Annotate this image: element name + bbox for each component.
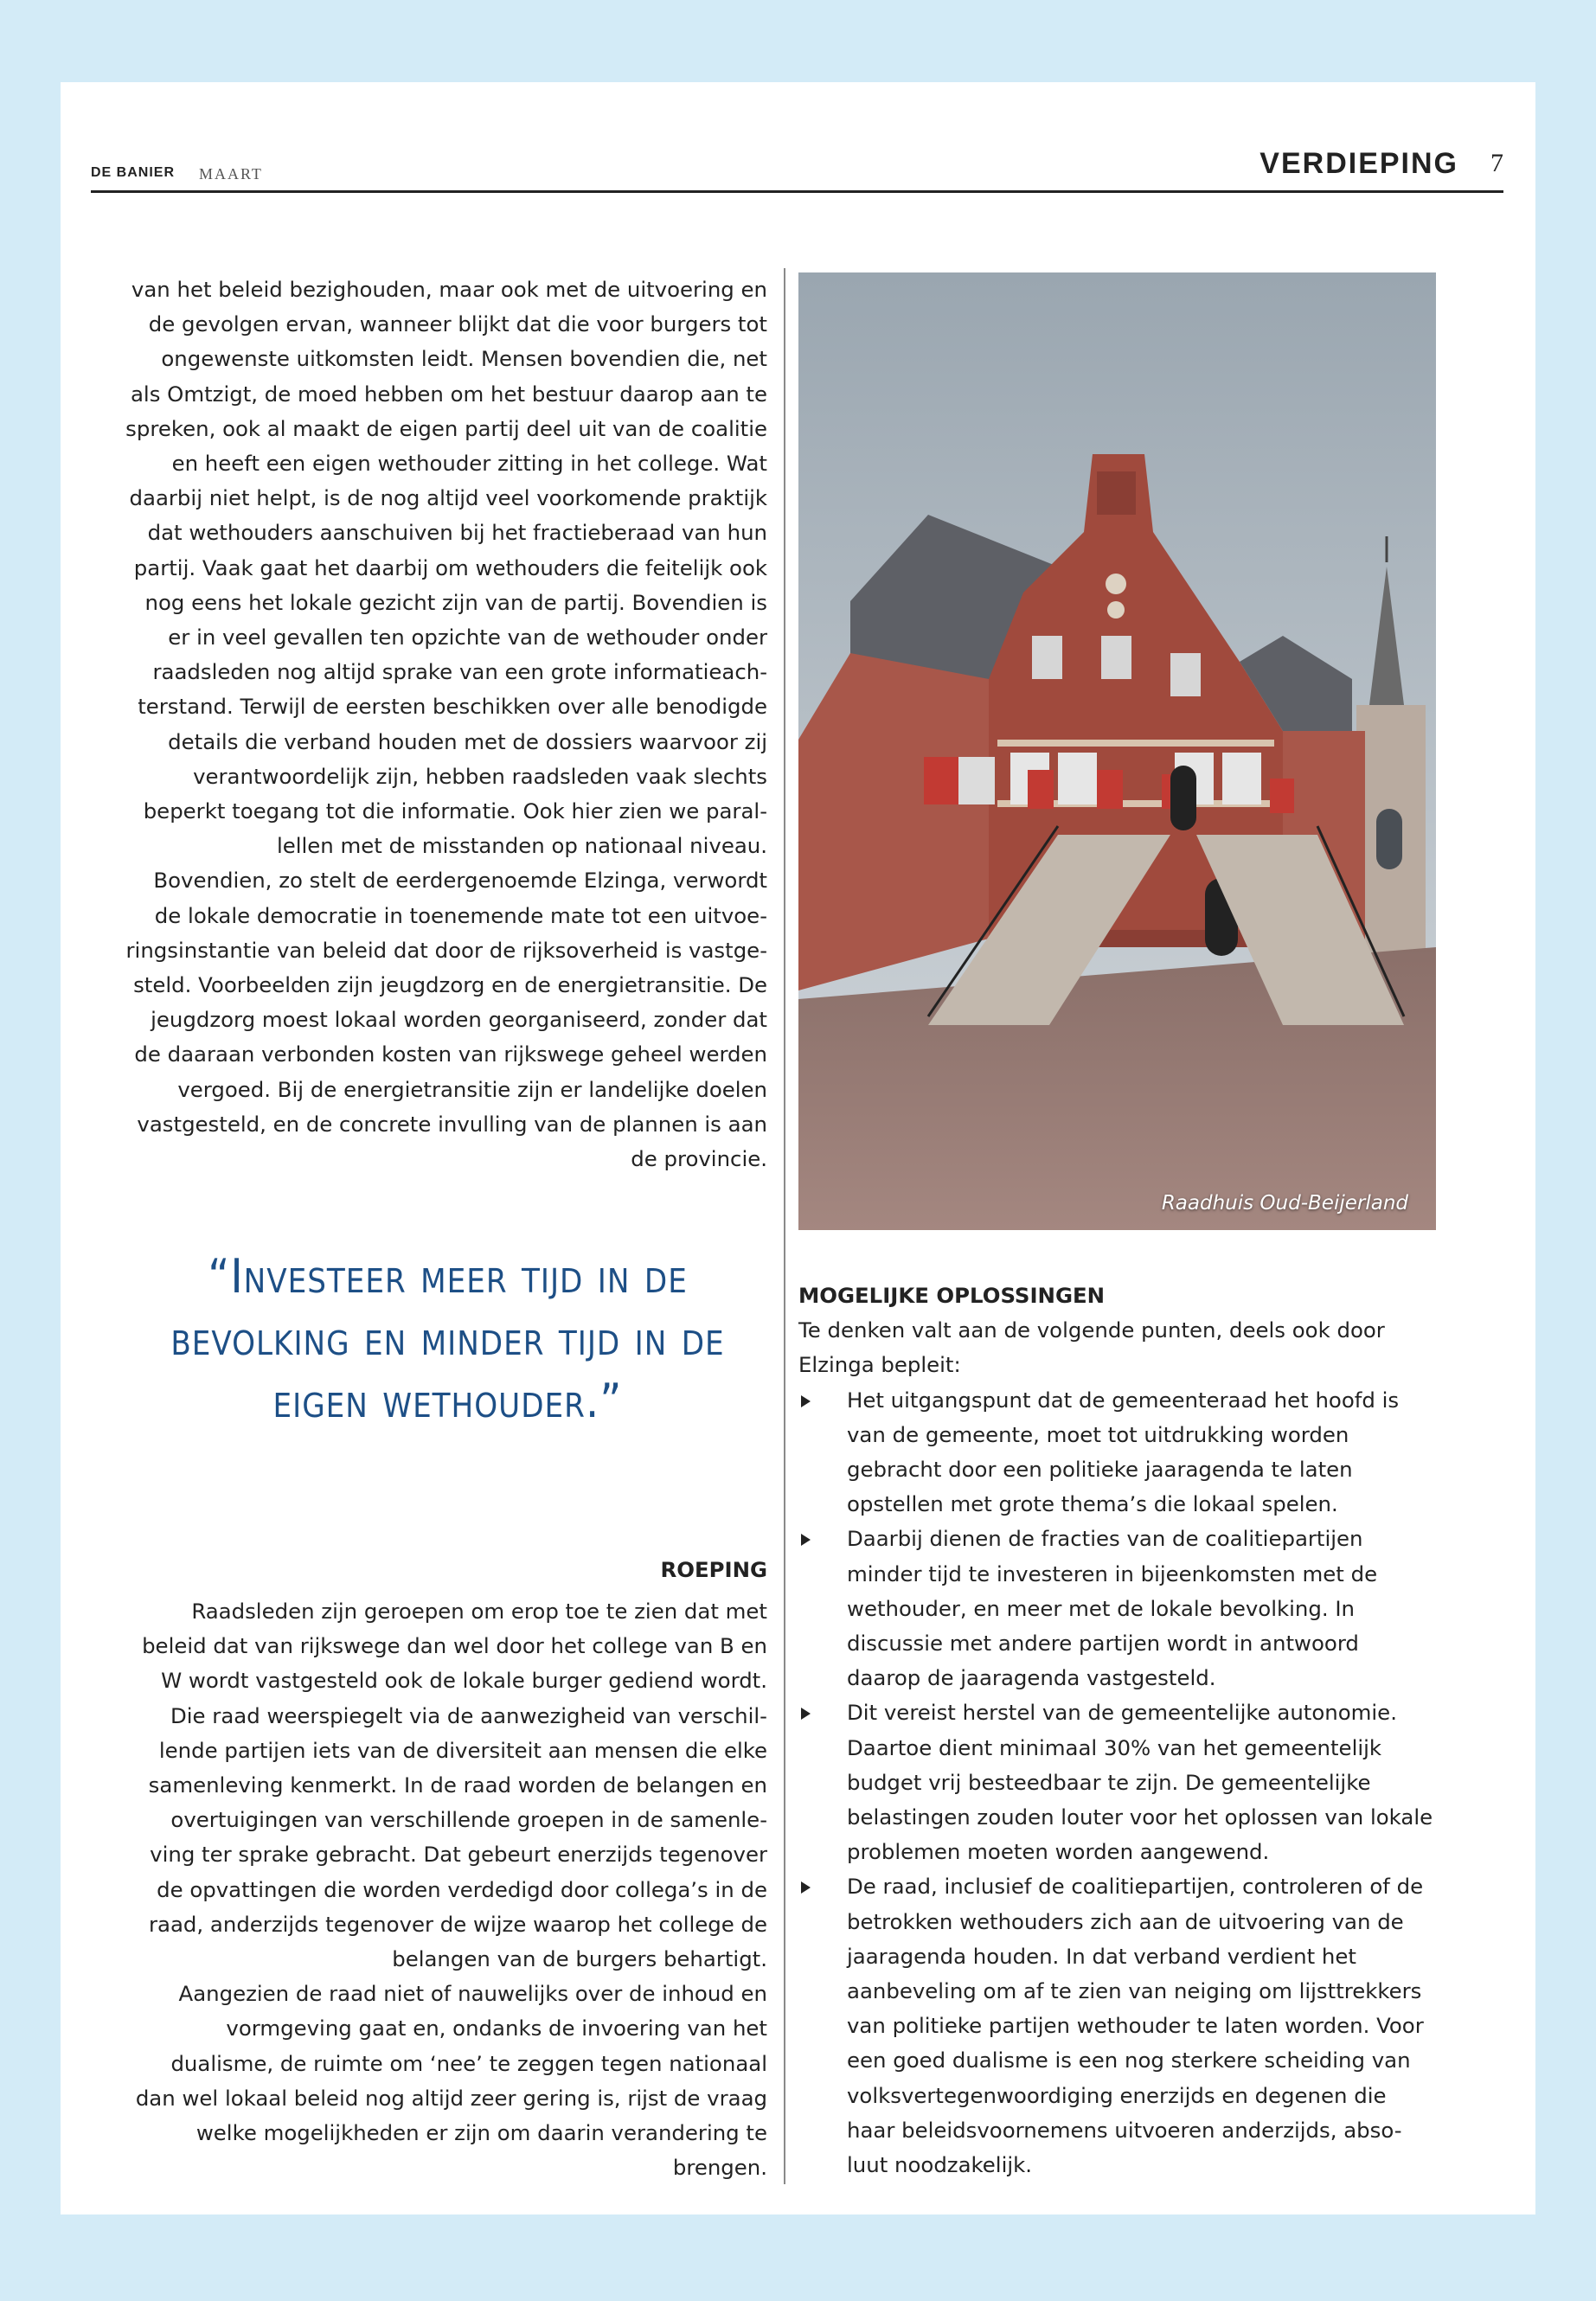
page-number: 7 xyxy=(1490,149,1503,177)
column-divider xyxy=(784,268,785,2184)
magazine-page xyxy=(61,82,1535,2214)
bullet-triangle-icon xyxy=(801,1708,811,1720)
list-item-text: De raad, inclusief de coalitiepartijen, controleren of de betrokken wethouders zich aan de uitvoering van de jaaragenda houden. In dat verband verdient het aanbeveling om af te zien van neiging om lijsttrekkers van politieke partijen wethouder te laten worden. Voor een goed dualisme is een nog sterkere scheiding van volksvertegenwoordiging enerzijds en degenen die haar beleidsvoornemens uitvoeren anderzijds, abso- luut noodzakelijk. xyxy=(847,1874,1424,2178)
paragraph: Raadsleden zijn geroepen om erop toe te zien dat met beleid dat van rijkswege dan wel door het college van B en W wordt vastgesteld ook de lokale burger gediend wordt. xyxy=(142,1599,767,1694)
issue-month: MAART xyxy=(199,165,263,183)
roeping-text xyxy=(125,1594,767,2185)
photo-caption: Raadhuis Oud-Beijerland xyxy=(1161,1192,1408,1215)
list-item xyxy=(798,1869,1439,2182)
oplossingen-section xyxy=(798,1279,1439,2182)
publication-name: DE BANIER xyxy=(91,165,176,180)
list-item xyxy=(798,1522,1439,1695)
list-item xyxy=(798,1695,1439,1869)
page-header xyxy=(91,147,1503,193)
paragraph: Aangezien de raad niet of nauwelijks over de inhoud en vormgeving gaat en, ondanks de invoering van het dualisme, de ruimte om ‘nee’ te zeggen tegen nationaal dan wel lokaal beleid nog altijd zeer gering is, rijst de vraag welke mogelijkheden er zijn om daarin verandering te brengen. xyxy=(135,1981,767,2181)
list-item-text: Dit vereist herstel van de gemeentelijke autonomie. Daartoe dient minimaal 30% van het gemeentelijk budget vrij besteedbaar te zijn. De gemeentelijke belastingen zouden louter voor het oplossen van lokale problemen moeten worden aangewend. xyxy=(847,1700,1433,1865)
roeping-heading: ROEPING xyxy=(660,1557,767,1582)
bullet-triangle-icon xyxy=(801,1881,811,1894)
bullet-triangle-icon xyxy=(801,1534,811,1546)
pull-quote: “Investeer meer tijd in de bevolking en minder tijd in de eigen wethouder.” xyxy=(170,1249,725,1428)
bullet-triangle-icon xyxy=(801,1395,811,1407)
town-hall-illustration xyxy=(798,272,1436,1230)
oplossingen-heading: MOGELIJKE OPLOSSINGEN xyxy=(798,1283,1106,1308)
intro-text xyxy=(125,272,767,1176)
solutions-list xyxy=(798,1383,1439,2183)
section-title: VERDIEPING xyxy=(1259,147,1458,180)
town-hall-photo xyxy=(798,272,1436,1230)
list-item xyxy=(798,1383,1439,1522)
paragraph: van het beleid bezighouden, maar ook met de uitvoering en de gevolgen ervan, wanneer blijkt dat die voor burgers tot ongewenste uitkomsten leidt. Mensen bovendien die, net als Omtzigt, de moed hebben om het bestuur daarop aan te spreken, ook al maakt de eigen partij deel uit van de coalitie en heeft een eigen wethouder zitting in het college. Wat daarbij niet helpt, is de nog altijd veel voorkomende praktijk dat wethouders aanschuiven bij het fractieberaad van hun partij. Vaak gaat het daarbij om wethouders die feitelijk ook nog eens het lokale gezicht zijn van de partij. Bovendien is er in veel gevallen ten opzichte van de wethouder onder raadsleden nog altijd sprake van een grote informatieach- terstand. Terwijl de eersten beschikken over alle benodigde details die verband houden met de dossiers waarvoor zij verantwoordelijk zijn, hebben raadsleden vaak slechts beperkt toegang tot die informatie. Ook hier zien we paral- lellen met de misstanden op nationaal niveau. xyxy=(125,277,767,859)
list-item-text: Het uitgangspunt dat de gemeenteraad het hoofd is van de gemeente, moet tot uitdrukking worden gebracht door een politieke jaaragenda te laten opstellen met grote thema’s die lokaal spelen. xyxy=(847,1387,1400,1517)
paragraph: Bovendien, zo stelt de eerdergenoemde Elzinga, verwordt de lokale democratie in toenemende mate tot een uitvoe- ringsinstantie van beleid dat door de rijksoverheid is vastge- steld. Voorbeelden zijn jeugdzorg en de energietransitie. De jeugdzorg moest lokaal worden georganiseerd, zonder dat de daaraan verbonden kosten van rijkswege geheel werden vergoed. Bij de energietransitie zijn er landelijke doelen vastgesteld, en de concrete invulling van de plannen is aan de provincie. xyxy=(125,868,767,1172)
list-item-text: Daarbij dienen de fracties van de coalitiepartijen minder tijd te investeren in bijeenkomsten met de wethouder, en meer met de lokale bevolking. In discussie met andere partijen wordt in antwoord daarop de jaaragenda vastgesteld. xyxy=(847,1526,1378,1691)
oplossingen-intro: Te denken valt aan de volgende punten, deels ook door Elzinga bepleit: xyxy=(798,1317,1385,1378)
paragraph: Die raad weerspiegelt via de aanwezigheid van verschil- lende partijen iets van de diversiteit aan mensen die elke samenleving kenmerkt. In de raad worden de belangen en overtuigingen van verschillende groepen in de samenle- ving ter sprake gebracht. Dat gebeurt enerzijds tegenover de opvattingen die worden verdedigd door collega’s in de raad, anderzijds tegenover de wijze waarop het college de belangen van de burgers behartigt. xyxy=(148,1702,767,1972)
